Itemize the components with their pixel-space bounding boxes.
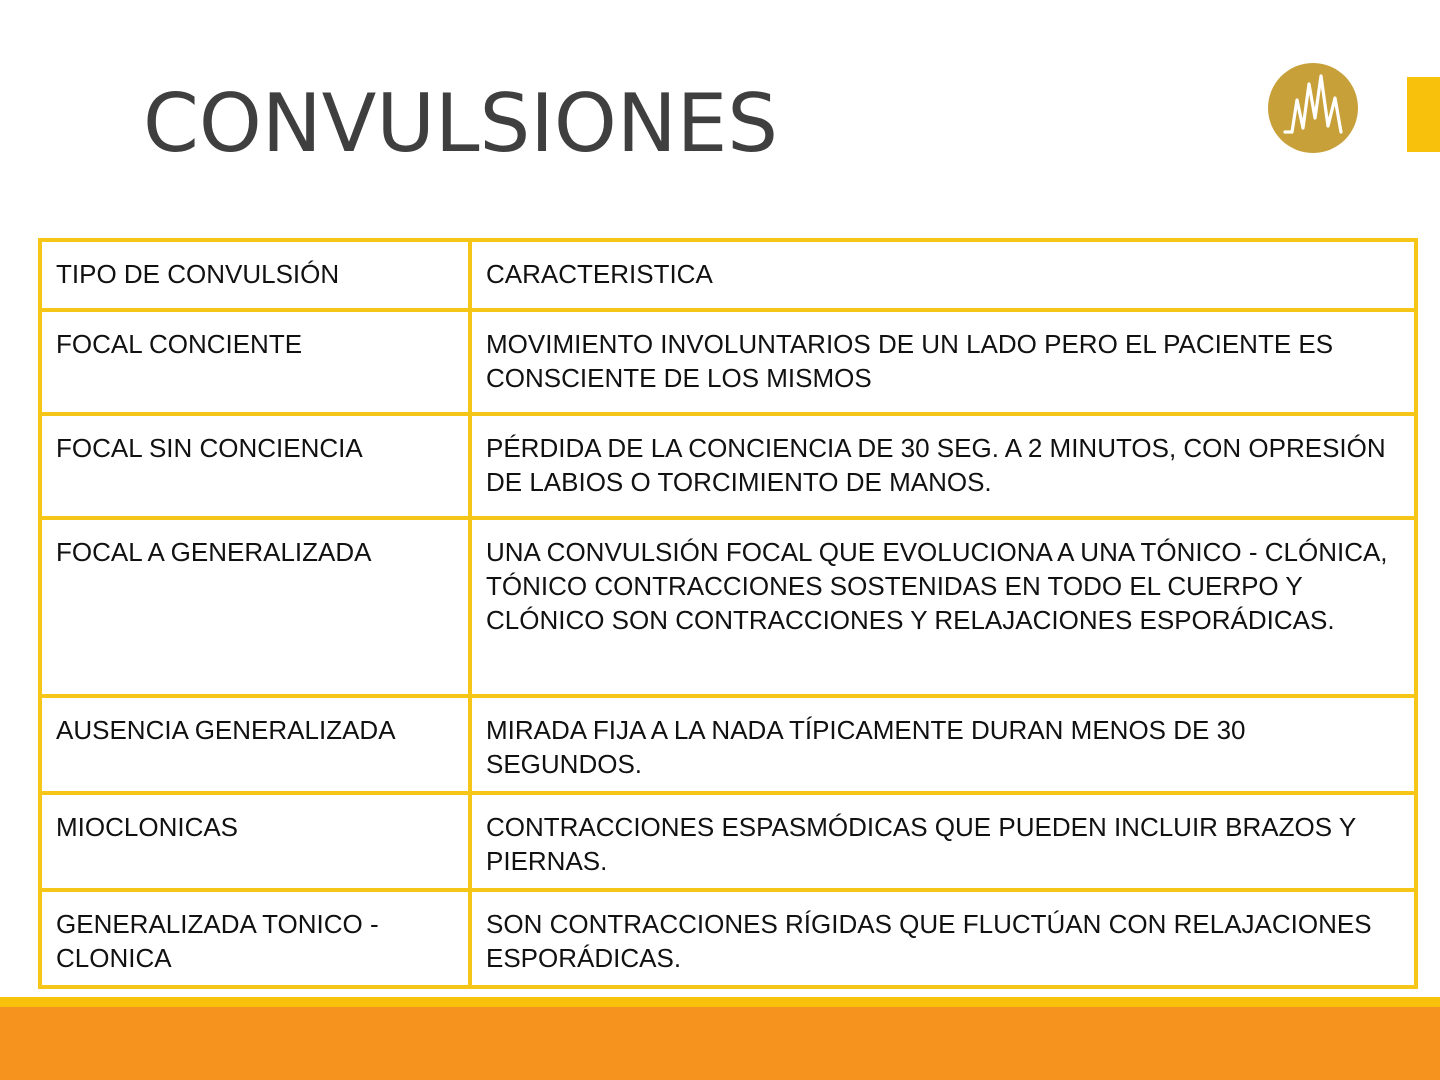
table-row [40,890,1416,987]
header-cell-description: CARACTERISTICA [470,240,1416,310]
waveform-logo-icon [1267,62,1359,154]
cell-type: AUSENCIA GENERALIZADA [40,696,470,793]
cell-type: FOCAL CONCIENTE [40,310,470,414]
cell-type: FOCAL SIN CONCIENCIA [40,414,470,518]
cell-description: MIRADA FIJA A LA NADA TÍPICAMENTE DURAN MENOS DE 30 SEGUNDOS. [470,696,1416,793]
slide-title: CONVULSIONES [143,77,779,170]
table-row [40,310,1416,414]
cell-type: MIOCLONICAS [40,793,470,890]
cell-type: FOCAL A GENERALIZADA [40,518,470,696]
header-cell-type: TIPO DE CONVULSIÓN [40,240,470,310]
cell-description: MOVIMIENTO INVOLUNTARIOS DE UN LADO PERO EL PACIENTE ES CONSCIENTE DE LOS MISMOS [470,310,1416,414]
table-row [40,518,1416,696]
footer-orange-band [0,1007,1440,1080]
cell-description: SON CONTRACCIONES RÍGIDAS QUE FLUCTÚAN CON RELAJACIONES ESPORÁDICAS. [470,890,1416,987]
cell-description: UNA CONVULSIÓN FOCAL QUE EVOLUCIONA A UNA TÓNICO - CLÓNICA, TÓNICO CONTRACCIONES SOSTENIDAS EN TODO EL CUERPO Y CLÓNICO SON CONTRACCIONES Y RELAJACIONES ESPORÁDICAS. [470,518,1416,696]
side-accent-tab [1407,77,1440,152]
footer-yellow-stripe [0,997,1440,1007]
table-row [40,414,1416,518]
convulsions-table [38,238,1418,989]
table-row [40,696,1416,793]
table-row [40,793,1416,890]
cell-description: CONTRACCIONES ESPASMÓDICAS QUE PUEDEN INCLUIR BRAZOS Y PIERNAS. [470,793,1416,890]
cell-description: PÉRDIDA DE LA CONCIENCIA DE 30 SEG. A 2 MINUTOS, CON OPRESIÓN DE LABIOS O TORCIMIENTO DE MANOS. [470,414,1416,518]
table-header-row [40,240,1416,310]
cell-type: GENERALIZADA TONICO - CLONICA [40,890,470,987]
